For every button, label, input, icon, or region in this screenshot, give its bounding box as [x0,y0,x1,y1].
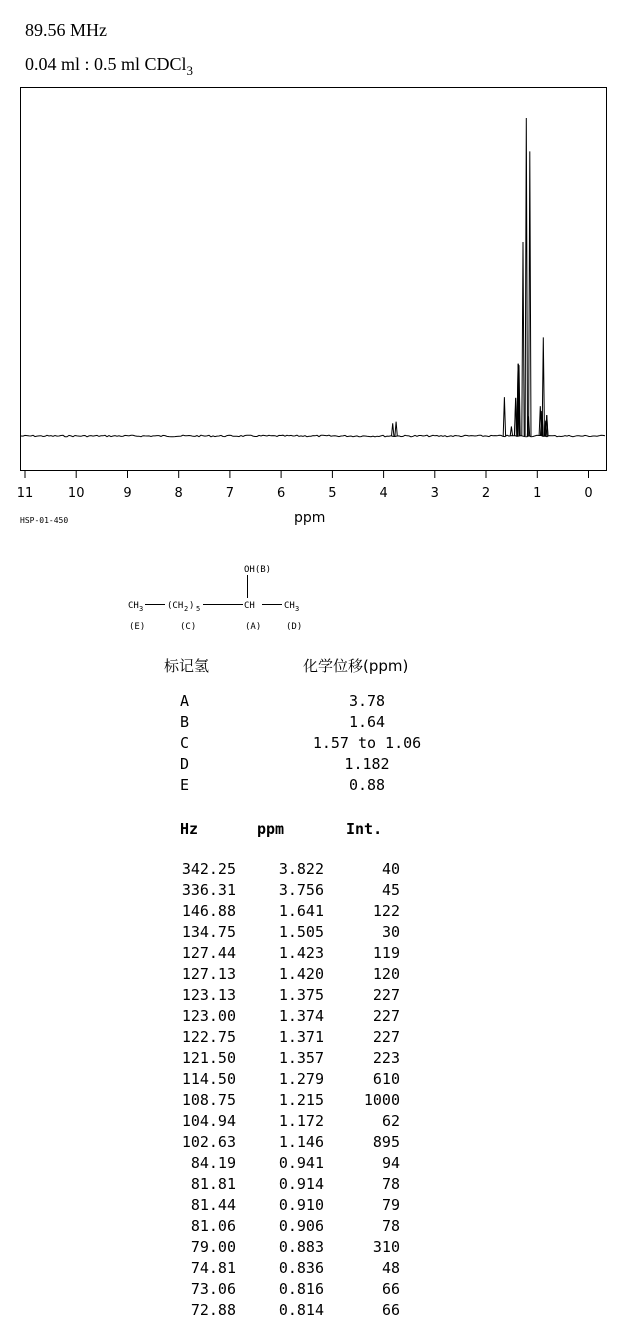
assignment-header-label: 标记氢 [164,657,210,675]
peak-ppm: 0.914 [278,1175,324,1193]
solvent-subscript: 3 [186,63,194,78]
peak-row [0,944,626,965]
struct-ch: CH [244,601,255,611]
peak-ppm: 1.505 [278,923,324,941]
peak-row [0,1259,626,1280]
peak-hz: 102.63 [181,1133,236,1151]
x-tick-label: 9 [123,486,132,501]
peak-ppm: 1.420 [278,965,324,983]
assignment-shift: 1.57 to 1.06 [312,734,422,752]
peak-row [0,1217,626,1238]
peak-intensity: 223 [372,1049,400,1067]
x-axis [17,471,593,501]
peak-intensity: 895 [372,1133,400,1151]
peak-ppm: 3.756 [278,881,324,899]
struct-label-a: (A) [245,622,262,632]
struct-ch3-left: CH [128,601,139,611]
x-tick-label: 3 [430,486,439,501]
struct-label-d: (D) [286,622,303,632]
peak-row [0,1007,626,1028]
x-tick-label: 0 [584,486,593,501]
peak-hz: 342.25 [181,860,236,878]
peak-row [0,1091,626,1112]
peak-intensity: 66 [381,1301,400,1319]
solvent-text: 0.04 ml : 0.5 ml CDCl [25,54,187,74]
peak-ppm: 0.906 [278,1217,324,1235]
peak-row [0,1196,626,1217]
peak-hz: 84.19 [190,1154,236,1172]
peak-row [0,1301,626,1322]
peak-hz: 127.13 [181,965,236,983]
peak-ppm: 1.215 [278,1091,324,1109]
peak-ppm: 1.374 [278,1007,324,1025]
peak-intensity: 48 [381,1259,400,1277]
spectrum-peak [522,242,524,436]
spectrum-peak [395,422,397,436]
peak-row [0,986,626,1007]
peak-intensity: 94 [381,1154,400,1172]
peak-hz: 81.81 [190,1175,236,1193]
peak-intensity: 120 [372,965,400,983]
peak-ppm: 0.883 [278,1238,324,1256]
assignment-label: D [180,755,190,773]
x-tick-label: 11 [16,486,34,501]
x-tick-label: 2 [481,486,491,501]
struct-oh-label: OH(B) [244,565,272,575]
peak-hz: 104.94 [181,1112,236,1130]
peak-intensity: 45 [381,881,400,899]
peak-hz: 114.50 [181,1070,236,1088]
peak-hz: 123.00 [181,1007,236,1025]
peak-hz: 121.50 [181,1049,236,1067]
peak-ppm: 1.641 [278,902,324,920]
spectrum-peak [542,337,544,436]
assignment-label: B [180,713,190,731]
peak-ppm: 1.375 [278,986,324,1004]
peak-ppm: 3.822 [278,860,324,878]
peak-intensity: 66 [381,1280,400,1298]
peak-intensity: 119 [372,944,400,962]
peak-header-int: Int. [346,820,383,838]
peak-ppm: 0.941 [278,1154,324,1172]
peak-row [0,1112,626,1133]
peak-row [0,1049,626,1070]
peak-ppm: 0.910 [278,1196,324,1214]
peak-intensity: 78 [381,1175,400,1193]
peak-hz: 81.06 [190,1217,236,1235]
struct-ch3-right-sub: 3 [295,605,300,613]
peak-intensity: 1000 [363,1091,400,1109]
struct-ch2-sub: 2 [184,605,189,613]
peak-ppm: 1.172 [278,1112,324,1130]
struct-ch3-right: CH [284,601,295,611]
peak-row [0,1238,626,1259]
sample-solvent [25,54,194,78]
peak-ppm: 1.423 [278,944,324,962]
peak-intensity: 79 [381,1196,400,1214]
peak-intensity: 62 [381,1112,400,1130]
peak-header-ppm: ppm [257,820,285,838]
peak-intensity: 227 [372,986,400,1004]
spectrum-peak [525,118,527,436]
nmr-spectrum-chart [0,80,626,510]
spectrum-peak [510,427,512,437]
peak-intensity: 610 [372,1070,400,1088]
struct-ch2-close: ) [189,601,195,611]
x-tick-label: 4 [379,486,388,501]
peak-hz: 127.44 [181,944,236,962]
peak-row [0,1175,626,1196]
peak-row [0,860,626,881]
peak-intensity: 122 [372,902,400,920]
assignment-shift: 1.182 [344,755,390,773]
spectrometer-frequency: 89.56 MHz [25,20,107,40]
x-tick-label: 5 [328,486,337,501]
peak-intensity: 227 [372,1007,400,1025]
spectrum-peak [503,397,505,436]
peak-intensity: 30 [381,923,400,941]
struct-ch2-count: 5 [196,605,201,613]
peak-hz: 134.75 [181,923,236,941]
peak-intensity: 78 [381,1217,400,1235]
assignment-shift: 3.78 [348,692,386,710]
peak-hz: 122.75 [181,1028,236,1046]
peak-row [0,902,626,923]
x-tick-label: 8 [174,486,183,501]
spectrum-code: HSP-01-450 [20,516,69,525]
peak-hz: 73.06 [190,1280,236,1298]
peak-hz: 146.88 [181,902,236,920]
peak-row [0,923,626,944]
peak-ppm: 1.146 [278,1133,324,1151]
assignment-shift: 0.88 [348,776,386,794]
spectrum-peaks [392,118,549,436]
assignment-label: E [180,776,190,794]
struct-label-e: (E) [129,622,146,632]
x-axis-label: ppm [294,510,326,526]
peak-intensity: 40 [381,860,400,878]
struct-label-c: (C) [180,622,197,632]
assignment-label: A [180,692,190,710]
peak-row [0,1028,626,1049]
peak-row [0,1280,626,1301]
struct-ch3-left-sub: 3 [139,605,144,613]
peak-row [0,1154,626,1175]
peak-ppm: 0.836 [278,1259,324,1277]
peak-header-hz: Hz [180,820,199,838]
assignment-header-shift: 化学位移(ppm) [303,657,409,675]
peak-ppm: 0.816 [278,1280,324,1298]
peak-hz: 123.13 [181,986,236,1004]
peak-ppm: 0.814 [278,1301,324,1319]
peak-row [0,965,626,986]
peak-table-header [0,820,626,842]
peak-hz: 336.31 [181,881,236,899]
spectrum-peak [529,151,531,436]
peak-ppm: 1.371 [278,1028,324,1046]
peak-row [0,1070,626,1091]
peak-hz: 108.75 [181,1091,236,1109]
assignment-label: C [180,734,190,752]
peak-row [0,1133,626,1154]
peak-hz: 79.00 [190,1238,236,1256]
peak-row [0,881,626,902]
peak-hz: 72.88 [190,1301,236,1319]
assignment-shift: 1.64 [348,713,386,731]
x-tick-label: 10 [67,486,85,501]
peak-intensity: 310 [372,1238,400,1256]
x-tick-label: 7 [225,486,235,501]
peak-ppm: 1.279 [278,1070,324,1088]
spectrum-peak [392,423,394,436]
struct-ch2-open: (CH [167,601,184,611]
peak-hz: 81.44 [190,1196,236,1214]
x-tick-label: 6 [276,486,286,501]
molecular-structure [0,555,626,635]
peak-intensity: 227 [372,1028,400,1046]
x-tick-label: 1 [533,486,542,501]
peak-hz: 74.81 [190,1259,236,1277]
peak-ppm: 1.357 [278,1049,324,1067]
